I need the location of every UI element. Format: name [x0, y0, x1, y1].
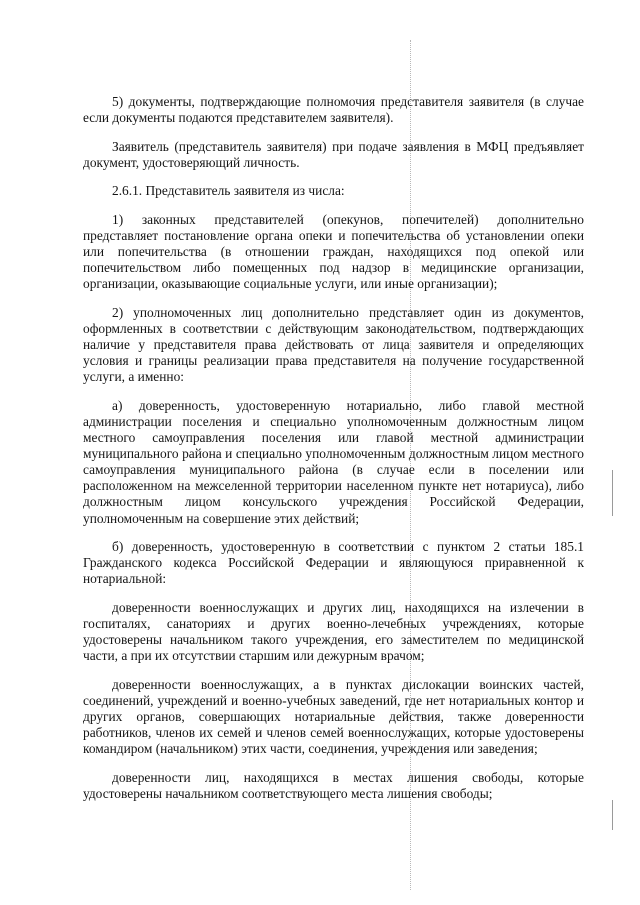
- paragraph-places-of-detention: доверенности лиц, находящихся в местах лишения свободы, которые удостоверены начальником соответствующего места лишения свободы;: [83, 769, 584, 801]
- paragraph-military-hospital-patients: доверенности военнослужащих и других лиц, находящихся на излечении в госпиталях, санаториях и других военно-лечебных учреждениях, которые удостоверены начальником такого учреждения, его заместителем по медицинской части, а при их отсутствии старшим или дежурным врачом;: [83, 599, 584, 664]
- paragraph-legal-representatives: 1) законных представителей (опекунов, попечителей) дополнительно представляет постановление органа опеки и попечительства об установлении опеки или попечительства (в отношении граждан, находящихся под опекой или попечительством либо помещенных под надзор в медицинские организации, организации, оказывающие социальные услуги, или иные организации);: [83, 211, 584, 292]
- paragraph-notarial-power-of-attorney: а) доверенность, удостоверенную нотариально, либо главой местной администрации поселения и специально уполномоченным должностным лицом местного самоуправления поселения или главой местной администрации муниципального района и специально уполномоченным должностным лицом местного самоуправления муниципального района (в случае если в поселении или расположенном на межселенной территории населенном пункте нет нотариуса), либо должностным лицом консульского учреждения Российской Федерации, уполномоченным на совершение этих действий;: [83, 397, 584, 526]
- document-body: [83, 94, 584, 814]
- paragraph-authorized-persons: 2) уполномоченных лиц дополнительно представляет один из документов, оформленных в соответствии с действующим законодательством, подтверждающих наличие у представителя права действовать от лица заявителя и определяющих условия и границы реализации права представителя на получение государственной услуги, а именно:: [83, 304, 584, 385]
- paragraph-section-2-6-1: 2.6.1. Представитель заявителя из числа:: [112, 183, 345, 199]
- paragraph-identity-document: Заявитель (представитель заявителя) при подаче заявления в МФЦ предъявляет документ, удостоверяющий личность.: [83, 138, 584, 170]
- paragraph-item-5-documents: 5) документы, подтверждающие полномочия представителя заявителя (в случае если документы подаются представителем заявителя).: [83, 94, 584, 126]
- scan-edge-mark: [612, 800, 613, 830]
- scan-edge-mark: [612, 470, 613, 516]
- paragraph-military-units: доверенности военнослужащих, а в пунктах дислокации воинских частей, соединений, учреждений и военно-учебных заведений, где нет нотариальных контор и других органов, совершающих нотариальные действия, также доверенности работников, членов их семей и членов семей военнослужащих, которые удостоверены командиром (начальником) этих части, соединения, учреждения или заведения;: [83, 676, 584, 757]
- paragraph-equivalent-power-of-attorney: б) доверенность, удостоверенную в соответствии с пунктом 2 статьи 185.1 Гражданского кодекса Российской Федерации и являющуюся приравненной к нотариальной:: [83, 539, 584, 587]
